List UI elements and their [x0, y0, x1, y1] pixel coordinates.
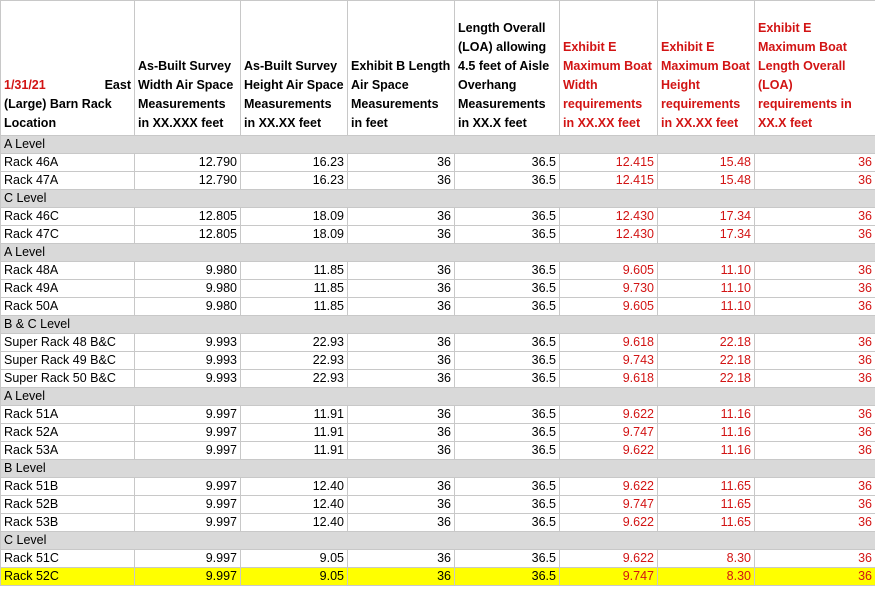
cell-exe-loa: 36 [755, 568, 875, 586]
cell-loa: 36.5 [455, 352, 560, 370]
level-group-row [1, 388, 875, 406]
cell-height: 18.09 [241, 226, 348, 244]
cell-exe-loa: 36 [755, 352, 875, 370]
cell-height: 16.23 [241, 172, 348, 190]
header-exhibit-b-length: Exhibit B Length Air Space Measurements in feet [348, 1, 455, 136]
table-row [1, 496, 875, 514]
header-east: East [104, 78, 131, 92]
cell-loa: 36.5 [455, 298, 560, 316]
table-row [1, 334, 875, 352]
cell-exb-length: 36 [348, 568, 455, 586]
cell-loa: 36.5 [455, 406, 560, 424]
cell-height: 12.40 [241, 496, 348, 514]
cell-exb-length: 36 [348, 262, 455, 280]
header-exhibit-e-width: Exhibit E Maximum Boat Width requirements in XX.XX feet [560, 1, 658, 136]
table-row [1, 442, 875, 460]
level-group-row [1, 136, 875, 154]
cell-rack: Rack 49A [1, 280, 135, 298]
cell-loa: 36.5 [455, 262, 560, 280]
cell-rack: Rack 52A [1, 424, 135, 442]
cell-rack: Rack 53A [1, 442, 135, 460]
header-row [1, 1, 875, 136]
level-group-row [1, 460, 875, 478]
header-width: As-Built Survey Width Air Space Measurements in XX.XXX feet [135, 1, 241, 136]
cell-width: 9.997 [135, 424, 241, 442]
cell-height: 22.93 [241, 370, 348, 388]
cell-loa: 36.5 [455, 478, 560, 496]
cell-exb-length: 36 [348, 550, 455, 568]
cell-height: 11.85 [241, 262, 348, 280]
level-group-row [1, 532, 875, 550]
cell-exe-width: 9.622 [560, 478, 658, 496]
cell-exb-length: 36 [348, 478, 455, 496]
cell-loa: 36.5 [455, 442, 560, 460]
cell-exe-height: 11.65 [658, 514, 755, 532]
cell-width: 9.980 [135, 298, 241, 316]
cell-loa: 36.5 [455, 424, 560, 442]
cell-exb-length: 36 [348, 406, 455, 424]
cell-exe-width: 9.622 [560, 550, 658, 568]
cell-height: 22.93 [241, 334, 348, 352]
header-exhibit-e-height: Exhibit E Maximum Boat Height requirements in XX.XX feet [658, 1, 755, 136]
table-row [1, 172, 875, 190]
cell-loa: 36.5 [455, 514, 560, 532]
cell-height: 11.85 [241, 298, 348, 316]
level-group-label: A Level [1, 244, 875, 262]
cell-width: 9.997 [135, 550, 241, 568]
cell-exe-loa: 36 [755, 442, 875, 460]
table-row [1, 550, 875, 568]
cell-width: 9.993 [135, 334, 241, 352]
cell-exe-width: 9.622 [560, 514, 658, 532]
cell-exb-length: 36 [348, 442, 455, 460]
cell-exe-height: 22.18 [658, 334, 755, 352]
cell-width: 12.805 [135, 226, 241, 244]
cell-loa: 36.5 [455, 280, 560, 298]
cell-width: 9.997 [135, 514, 241, 532]
cell-exb-length: 36 [348, 226, 455, 244]
cell-exe-width: 9.618 [560, 334, 658, 352]
cell-loa: 36.5 [455, 370, 560, 388]
cell-rack: Super Rack 50 B&C [1, 370, 135, 388]
cell-exe-width: 9.605 [560, 298, 658, 316]
table-row [1, 424, 875, 442]
cell-exe-height: 11.10 [658, 280, 755, 298]
level-group-label: C Level [1, 532, 875, 550]
cell-loa: 36.5 [455, 496, 560, 514]
cell-height: 11.91 [241, 406, 348, 424]
cell-width: 9.997 [135, 568, 241, 586]
cell-exe-loa: 36 [755, 406, 875, 424]
cell-exe-width: 9.747 [560, 424, 658, 442]
header-height: As-Built Survey Height Air Space Measurements in XX.XX feet [241, 1, 348, 136]
table-row [1, 154, 875, 172]
header-exhibit-e-loa: Exhibit E Maximum Boat Length Overall (LOA) requirements in XX.X feet [755, 1, 875, 136]
table-row [1, 514, 875, 532]
cell-loa: 36.5 [455, 172, 560, 190]
cell-rack: Rack 46C [1, 208, 135, 226]
header-location-label: (Large) Barn Rack Location [4, 97, 112, 130]
cell-exe-loa: 36 [755, 262, 875, 280]
cell-width: 9.980 [135, 280, 241, 298]
cell-rack: Rack 52C [1, 568, 135, 586]
cell-width: 12.790 [135, 154, 241, 172]
cell-height: 9.05 [241, 550, 348, 568]
cell-height: 22.93 [241, 352, 348, 370]
table-row-highlighted [1, 568, 875, 586]
cell-exe-height: 8.30 [658, 550, 755, 568]
cell-rack: Rack 50A [1, 298, 135, 316]
table-row [1, 478, 875, 496]
cell-rack: Rack 51B [1, 478, 135, 496]
table-row [1, 406, 875, 424]
table-row [1, 262, 875, 280]
cell-exe-height: 17.34 [658, 208, 755, 226]
cell-exb-length: 36 [348, 280, 455, 298]
table-row [1, 226, 875, 244]
cell-width: 12.790 [135, 172, 241, 190]
cell-exb-length: 36 [348, 370, 455, 388]
level-group-label: C Level [1, 190, 875, 208]
cell-exe-loa: 36 [755, 280, 875, 298]
cell-exb-length: 36 [348, 298, 455, 316]
cell-exe-width: 12.415 [560, 172, 658, 190]
cell-exe-loa: 36 [755, 478, 875, 496]
table-row [1, 208, 875, 226]
cell-exe-loa: 36 [755, 172, 875, 190]
cell-loa: 36.5 [455, 208, 560, 226]
cell-rack: Rack 51A [1, 406, 135, 424]
cell-exe-width: 9.605 [560, 262, 658, 280]
cell-loa: 36.5 [455, 226, 560, 244]
cell-loa: 36.5 [455, 550, 560, 568]
cell-width: 9.997 [135, 406, 241, 424]
cell-exe-height: 15.48 [658, 172, 755, 190]
cell-exe-height: 8.30 [658, 568, 755, 586]
cell-exe-width: 9.622 [560, 442, 658, 460]
level-group-label: B Level [1, 460, 875, 478]
cell-height: 11.85 [241, 280, 348, 298]
cell-exe-loa: 36 [755, 226, 875, 244]
cell-exb-length: 36 [348, 424, 455, 442]
cell-exe-width: 9.747 [560, 496, 658, 514]
cell-exe-height: 11.16 [658, 442, 755, 460]
cell-width: 9.997 [135, 442, 241, 460]
cell-width: 9.997 [135, 496, 241, 514]
cell-height: 11.91 [241, 424, 348, 442]
cell-height: 18.09 [241, 208, 348, 226]
table-row [1, 280, 875, 298]
cell-exe-height: 15.48 [658, 154, 755, 172]
table-row [1, 352, 875, 370]
cell-width: 9.993 [135, 352, 241, 370]
cell-exb-length: 36 [348, 334, 455, 352]
table-body [1, 136, 875, 586]
cell-exb-length: 36 [348, 352, 455, 370]
cell-exe-width: 12.430 [560, 226, 658, 244]
cell-rack: Rack 47A [1, 172, 135, 190]
cell-rack: Rack 47C [1, 226, 135, 244]
cell-exe-height: 11.10 [658, 298, 755, 316]
cell-exb-length: 36 [348, 496, 455, 514]
cell-rack: Rack 48A [1, 262, 135, 280]
level-group-label: A Level [1, 136, 875, 154]
level-group-label: A Level [1, 388, 875, 406]
cell-exe-loa: 36 [755, 334, 875, 352]
header-date: 1/31/21 [4, 78, 46, 92]
cell-exe-width: 12.430 [560, 208, 658, 226]
cell-height: 16.23 [241, 154, 348, 172]
cell-exe-width: 9.747 [560, 568, 658, 586]
table-row [1, 298, 875, 316]
cell-rack: Rack 46A [1, 154, 135, 172]
cell-exe-height: 22.18 [658, 352, 755, 370]
cell-width: 9.980 [135, 262, 241, 280]
level-group-row [1, 244, 875, 262]
cell-exb-length: 36 [348, 514, 455, 532]
cell-rack: Rack 51C [1, 550, 135, 568]
level-group-row [1, 190, 875, 208]
level-group-label: B & C Level [1, 316, 875, 334]
cell-exe-height: 11.65 [658, 496, 755, 514]
cell-exe-loa: 36 [755, 496, 875, 514]
cell-rack: Rack 52B [1, 496, 135, 514]
cell-height: 11.91 [241, 442, 348, 460]
cell-width: 9.993 [135, 370, 241, 388]
cell-exe-width: 9.730 [560, 280, 658, 298]
cell-exe-height: 11.10 [658, 262, 755, 280]
cell-exb-length: 36 [348, 208, 455, 226]
cell-exe-width: 9.743 [560, 352, 658, 370]
header-rack-location [1, 1, 135, 136]
cell-width: 9.997 [135, 478, 241, 496]
cell-exe-width: 12.415 [560, 154, 658, 172]
cell-exe-loa: 36 [755, 550, 875, 568]
cell-exe-loa: 36 [755, 208, 875, 226]
cell-exe-height: 11.16 [658, 406, 755, 424]
level-group-row [1, 316, 875, 334]
cell-height: 12.40 [241, 478, 348, 496]
cell-exe-loa: 36 [755, 424, 875, 442]
cell-height: 12.40 [241, 514, 348, 532]
cell-exe-height: 17.34 [658, 226, 755, 244]
header-loa: Length Overall (LOA) allowing 4.5 feet of Aisle Overhang Measurements in XX.X feet [455, 1, 560, 136]
cell-rack: Super Rack 48 B&C [1, 334, 135, 352]
cell-exb-length: 36 [348, 154, 455, 172]
cell-loa: 36.5 [455, 568, 560, 586]
cell-rack: Rack 53B [1, 514, 135, 532]
cell-exe-loa: 36 [755, 370, 875, 388]
cell-loa: 36.5 [455, 334, 560, 352]
cell-exe-width: 9.622 [560, 406, 658, 424]
cell-exe-loa: 36 [755, 154, 875, 172]
cell-rack: Super Rack 49 B&C [1, 352, 135, 370]
cell-loa: 36.5 [455, 154, 560, 172]
cell-exe-width: 9.618 [560, 370, 658, 388]
cell-height: 9.05 [241, 568, 348, 586]
cell-exe-loa: 36 [755, 298, 875, 316]
cell-exe-loa: 36 [755, 514, 875, 532]
table-row [1, 370, 875, 388]
cell-exe-height: 22.18 [658, 370, 755, 388]
cell-exe-height: 11.16 [658, 424, 755, 442]
cell-exe-height: 11.65 [658, 478, 755, 496]
cell-width: 12.805 [135, 208, 241, 226]
cell-exb-length: 36 [348, 172, 455, 190]
